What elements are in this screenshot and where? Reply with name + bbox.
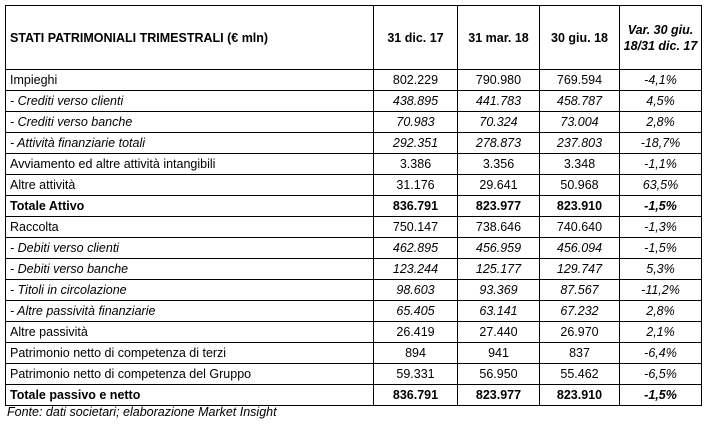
cell-mar-18: 278.873: [458, 133, 540, 154]
row-label: - Crediti verso banche: [6, 112, 374, 133]
balance-sheet-container: [5, 5, 702, 406]
cell-variation: 2,8%: [620, 112, 702, 133]
cell-mar-18: 790.980: [458, 70, 540, 91]
source-note: Fonte: dati societari; elaborazione Market Insight: [7, 405, 277, 419]
column-header-variation: Var. 30 giu. 18/31 dic. 17: [620, 6, 702, 70]
row-label: Altre attività: [6, 175, 374, 196]
cell-variation: -6,4%: [620, 343, 702, 364]
row-label: - Attività finanziarie totali: [6, 133, 374, 154]
table-row: [6, 301, 702, 322]
cell-variation: -1,5%: [620, 196, 702, 217]
row-label: - Altre passività finanziarie: [6, 301, 374, 322]
cell-dec-17: 98.603: [374, 280, 458, 301]
table-title: STATI PATRIMONIALI TRIMESTRALI (€ mln): [6, 6, 374, 70]
table-row: [6, 259, 702, 280]
table-row: [6, 217, 702, 238]
cell-jun-18: 837: [540, 343, 620, 364]
cell-dec-17: 462.895: [374, 238, 458, 259]
row-label: - Debiti verso banche: [6, 259, 374, 280]
row-label: - Crediti verso clienti: [6, 91, 374, 112]
cell-jun-18: 129.747: [540, 259, 620, 280]
cell-dec-17: 802.229: [374, 70, 458, 91]
cell-variation: 63,5%: [620, 175, 702, 196]
cell-variation: -11,2%: [620, 280, 702, 301]
cell-variation: 4,5%: [620, 91, 702, 112]
cell-jun-18: 740.640: [540, 217, 620, 238]
cell-jun-18: 67.232: [540, 301, 620, 322]
column-header-mar-18: 31 mar. 18: [458, 6, 540, 70]
cell-variation: -4,1%: [620, 70, 702, 91]
table-row: [6, 280, 702, 301]
cell-jun-18: 50.968: [540, 175, 620, 196]
cell-dec-17: 3.386: [374, 154, 458, 175]
cell-variation: -1,1%: [620, 154, 702, 175]
row-label: Patrimonio netto di competenza di terzi: [6, 343, 374, 364]
cell-variation: -1,5%: [620, 238, 702, 259]
cell-mar-18: 29.641: [458, 175, 540, 196]
cell-mar-18: 70.324: [458, 112, 540, 133]
cell-jun-18: 823.910: [540, 196, 620, 217]
cell-mar-18: 941: [458, 343, 540, 364]
table-row: [6, 322, 702, 343]
cell-variation: 2,1%: [620, 322, 702, 343]
row-label: - Debiti verso clienti: [6, 238, 374, 259]
cell-mar-18: 456.959: [458, 238, 540, 259]
cell-variation: 2,8%: [620, 301, 702, 322]
cell-dec-17: 836.791: [374, 196, 458, 217]
cell-dec-17: 59.331: [374, 364, 458, 385]
cell-dec-17: 31.176: [374, 175, 458, 196]
cell-jun-18: 87.567: [540, 280, 620, 301]
table-row: [6, 112, 702, 133]
cell-jun-18: 55.462: [540, 364, 620, 385]
table-row: [6, 364, 702, 385]
table-row: [6, 175, 702, 196]
row-label: Altre passività: [6, 322, 374, 343]
cell-variation: -6,5%: [620, 364, 702, 385]
cell-dec-17: 894: [374, 343, 458, 364]
cell-mar-18: 56.950: [458, 364, 540, 385]
column-header-dec-17: 31 dic. 17: [374, 6, 458, 70]
row-label: - Titoli in circolazione: [6, 280, 374, 301]
cell-mar-18: 738.646: [458, 217, 540, 238]
cell-variation: -1,3%: [620, 217, 702, 238]
table-row: [6, 91, 702, 112]
total-row: [6, 196, 702, 217]
cell-jun-18: 456.094: [540, 238, 620, 259]
cell-dec-17: 438.895: [374, 91, 458, 112]
table-row: [6, 238, 702, 259]
cell-mar-18: 125.177: [458, 259, 540, 280]
cell-dec-17: 65.405: [374, 301, 458, 322]
cell-variation: -18,7%: [620, 133, 702, 154]
table-row: [6, 343, 702, 364]
row-label: Raccolta: [6, 217, 374, 238]
column-header-jun-18: 30 giu. 18: [540, 6, 620, 70]
cell-variation: -1,5%: [620, 385, 702, 406]
cell-dec-17: 292.351: [374, 133, 458, 154]
cell-dec-17: 70.983: [374, 112, 458, 133]
balance-sheet-table: [5, 5, 702, 406]
cell-mar-18: 823.977: [458, 196, 540, 217]
cell-jun-18: 237.803: [540, 133, 620, 154]
table-row: [6, 154, 702, 175]
row-label: Avviamento ed altre attività intangibili: [6, 154, 374, 175]
row-label: Impieghi: [6, 70, 374, 91]
table-header-row: [6, 6, 702, 70]
cell-mar-18: 3.356: [458, 154, 540, 175]
cell-jun-18: 3.348: [540, 154, 620, 175]
cell-mar-18: 27.440: [458, 322, 540, 343]
total-row: [6, 385, 702, 406]
table-row: [6, 133, 702, 154]
table-row: [6, 70, 702, 91]
cell-jun-18: 26.970: [540, 322, 620, 343]
cell-mar-18: 63.141: [458, 301, 540, 322]
cell-dec-17: 123.244: [374, 259, 458, 280]
row-label: Patrimonio netto di competenza del Gruppo: [6, 364, 374, 385]
cell-jun-18: 73.004: [540, 112, 620, 133]
row-label: Totale passivo e netto: [6, 385, 374, 406]
cell-jun-18: 769.594: [540, 70, 620, 91]
cell-mar-18: 823.977: [458, 385, 540, 406]
cell-mar-18: 93.369: [458, 280, 540, 301]
row-label: Totale Attivo: [6, 196, 374, 217]
cell-variation: 5,3%: [620, 259, 702, 280]
cell-dec-17: 26.419: [374, 322, 458, 343]
cell-jun-18: 458.787: [540, 91, 620, 112]
cell-dec-17: 836.791: [374, 385, 458, 406]
cell-jun-18: 823.910: [540, 385, 620, 406]
cell-mar-18: 441.783: [458, 91, 540, 112]
cell-dec-17: 750.147: [374, 217, 458, 238]
